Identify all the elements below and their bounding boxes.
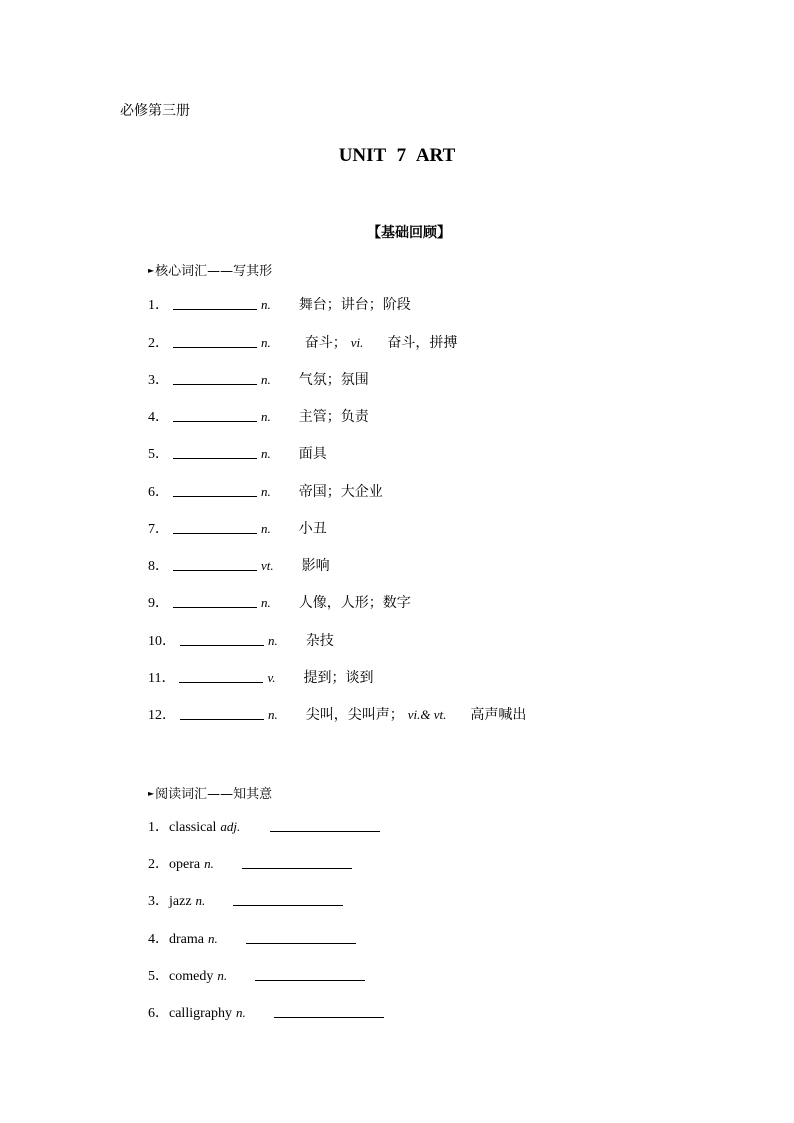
item-number: 10． — [148, 634, 176, 649]
core-item — [148, 519, 327, 539]
meaning-2: 高声喊出 — [470, 707, 527, 723]
meaning: 人像，人形；数字 — [298, 595, 411, 611]
unit-title: UNIT 7 ART — [338, 145, 456, 166]
reading-vocab-heading — [148, 783, 272, 802]
meaning: 帝国；大企业 — [298, 484, 383, 500]
core-item — [148, 444, 327, 464]
answer-blank[interactable] — [173, 556, 257, 571]
item-number: 2． — [148, 857, 169, 872]
answer-blank[interactable] — [173, 333, 257, 348]
item-number: 12． — [148, 708, 176, 723]
part-of-speech: n. — [235, 1005, 246, 1020]
book-label: 必修第三册 — [120, 103, 190, 119]
item-number: 7． — [148, 522, 169, 537]
answer-line[interactable] — [274, 1003, 384, 1018]
part-of-speech: n. — [261, 297, 271, 312]
item-number: 1． — [148, 298, 169, 313]
part-of-speech: v. — [267, 670, 276, 685]
triangle-bullet-icon: ► — [148, 789, 155, 798]
answer-blank[interactable] — [173, 444, 257, 459]
answer-blank[interactable] — [180, 705, 264, 720]
answer-blank[interactable] — [179, 668, 263, 683]
meaning: 杂技 — [305, 633, 334, 649]
part-of-speech: n. — [261, 484, 271, 499]
part-of-speech: n. — [207, 931, 218, 946]
part-of-speech: n. — [268, 633, 278, 648]
answer-blank[interactable] — [173, 370, 257, 385]
part-of-speech: adj. — [220, 819, 241, 834]
core-item — [148, 295, 411, 315]
meaning: 影响 — [301, 558, 330, 574]
item-number: 11． — [148, 671, 176, 686]
core-item — [148, 705, 526, 725]
part-of-speech: n. — [217, 968, 228, 983]
item-number: 6． — [148, 485, 169, 500]
item-number: 8． — [148, 559, 169, 574]
meaning: 主管；负责 — [298, 409, 369, 425]
section-title: 【基础回顾】 — [367, 225, 451, 241]
reading-item — [148, 966, 365, 986]
part-of-speech: n. — [204, 856, 214, 871]
answer-blank[interactable] — [173, 407, 257, 422]
core-item — [148, 668, 374, 688]
part-of-speech-2: vi. — [350, 335, 364, 350]
item-number: 1． — [148, 820, 169, 835]
item-number: 9． — [148, 596, 169, 611]
answer-line[interactable] — [246, 929, 356, 944]
answer-line[interactable] — [242, 854, 352, 869]
answer-blank[interactable] — [173, 295, 257, 310]
word: drama — [169, 932, 204, 947]
part-of-speech: n. — [261, 521, 271, 536]
word: calligraphy — [169, 1006, 232, 1021]
core-vocab-heading-text: 核心词汇——写其形 — [155, 264, 273, 279]
item-number: 3． — [148, 894, 169, 909]
reading-item — [148, 929, 356, 949]
answer-line[interactable] — [255, 966, 365, 981]
meaning: 气氛；氛围 — [298, 372, 369, 388]
word: classical — [169, 820, 217, 835]
item-number: 4． — [148, 932, 169, 947]
word: jazz — [169, 894, 192, 909]
core-item — [148, 556, 330, 576]
part-of-speech: n. — [261, 595, 271, 610]
word: opera — [169, 857, 201, 872]
item-number: 5． — [148, 969, 169, 984]
meaning: 提到；谈到 — [303, 670, 374, 686]
core-item — [148, 593, 411, 613]
meaning: 尖叫，尖叫声； — [305, 707, 404, 723]
part-of-speech: n. — [261, 335, 271, 350]
core-item — [148, 631, 334, 651]
answer-blank[interactable] — [180, 631, 264, 646]
meaning-2: 奋斗，拼搏 — [387, 335, 458, 351]
answer-blank[interactable] — [173, 593, 257, 608]
reading-item — [148, 817, 380, 837]
meaning: 舞台；讲台；阶段 — [298, 297, 411, 313]
item-number: 6． — [148, 1006, 169, 1021]
answer-line[interactable] — [270, 817, 380, 832]
part-of-speech: n. — [261, 372, 271, 387]
item-number: 4． — [148, 410, 169, 425]
reading-item — [148, 891, 343, 911]
item-number: 2． — [148, 336, 169, 351]
reading-item — [148, 854, 352, 874]
answer-line[interactable] — [233, 891, 343, 906]
reading-vocab-heading-text: 阅读词汇——知其意 — [155, 787, 273, 802]
core-item — [148, 407, 369, 427]
reading-item — [148, 1003, 384, 1023]
triangle-bullet-icon: ► — [148, 266, 155, 275]
core-vocab-heading — [148, 260, 272, 279]
item-number: 3． — [148, 373, 169, 388]
meaning: 奋斗； — [304, 335, 347, 351]
word: comedy — [169, 969, 214, 984]
part-of-speech: n. — [261, 409, 271, 424]
item-number: 5． — [148, 447, 169, 462]
part-of-speech: n. — [261, 446, 271, 461]
part-of-speech: vt. — [261, 558, 274, 573]
core-item — [148, 482, 383, 502]
meaning: 面具 — [298, 446, 327, 462]
core-item — [148, 370, 369, 390]
answer-blank[interactable] — [173, 482, 257, 497]
part-of-speech: n. — [195, 893, 206, 908]
part-of-speech-2: vi.& vt. — [407, 707, 447, 722]
core-item — [148, 333, 457, 353]
part-of-speech: n. — [268, 707, 278, 722]
meaning: 小丑 — [298, 521, 327, 537]
answer-blank[interactable] — [173, 519, 257, 534]
